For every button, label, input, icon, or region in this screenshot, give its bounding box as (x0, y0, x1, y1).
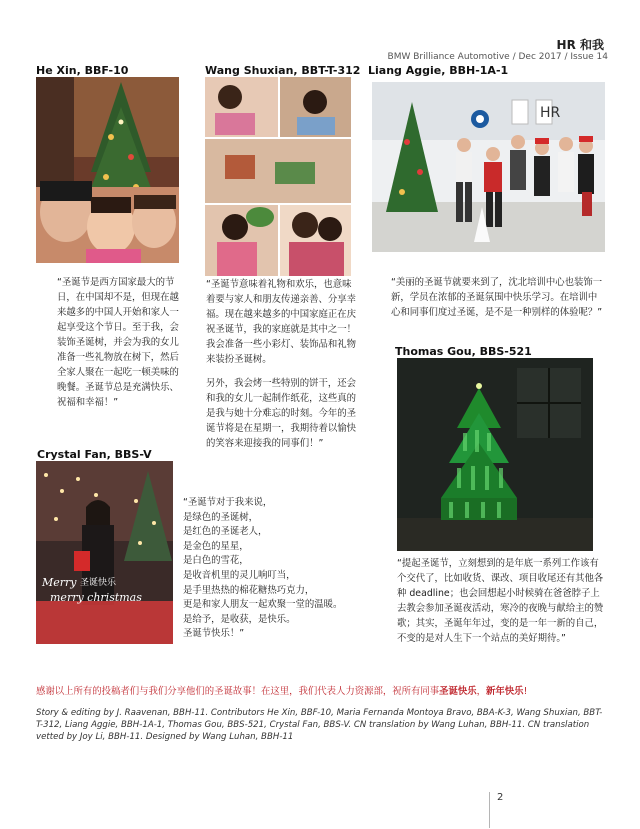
poem-line: 是绿色的圣诞树， (183, 511, 259, 523)
thanks-happy-new-year: 新年快乐 (486, 686, 524, 697)
thanks-merry-christmas: 圣诞快乐 (439, 686, 477, 697)
svg-text:HR: HR (540, 105, 561, 121)
wang-shuxian-quote-p2: 另外，我会烤一些特别的饼干，还会和我的女儿一起制作纸花，这些真的是我与她十分难忘的时刻。今年的圣诞节将是在星期一，我期待着以愉快的笑容来迎接我的同事们！” (206, 378, 357, 449)
poem-line: 是白色的雪花， (183, 555, 249, 567)
section-title: HR 和我 (556, 38, 604, 52)
poem-line: 是收音机里的灵儿响叮当， (183, 569, 296, 581)
liang-aggie-name: Liang Aggie, BBH-1A-1 (368, 64, 509, 77)
page-number: 2 (497, 792, 504, 803)
credits: Story & editing by J. Raavenan, BBH-11. Contributors He Xin, BBF-10, Maria Fernanda Montoya Bravo, BBA-K-3, Wang Shuxian, BBT-T-312, Liang Aggie, BBH-1A-1, Thomas Gou, BBS-521, Crystal Fan, BBS-V. CN translation by Wang Luhan, BBH-11. CN translation vetted by Joy Li, BBH-11. Designed by Wang Luhan, BBH-11 (36, 708, 603, 742)
wang-shuxian-quote (206, 277, 356, 460)
page-divider (489, 792, 490, 828)
he-xin-quote (57, 275, 182, 419)
wang-shuxian-name: Wang Shuxian, BBT-T-312 (205, 64, 361, 77)
he-xin-photo (36, 77, 179, 263)
svg-text:Merry: Merry (42, 576, 77, 589)
wang-shuxian-photo (205, 77, 351, 276)
poem-line: 是手里热热的棉花糖热巧克力， (183, 584, 315, 596)
thanks-part2: ， (476, 686, 487, 697)
thanks-part1: 感谢以上所有的投稿者们与我们分享他们的圣诞故事！在这里，我们代表人力资源部，祝所有同事 (36, 686, 440, 697)
he-xin-name: He Xin, BBF-10 (36, 64, 129, 77)
thanks-part3: ! (523, 686, 528, 697)
poem-line: 圣诞节快乐！” (183, 628, 245, 640)
he-xin-quote-p1: “圣诞节是西方国家最大的节日，在中国却不是，但现在越来越多的中国人开始和家人一起享受这个节日。至于我，会装饰圣诞树，并会为我的女儿准备一些礼物放在树下，然后全家人聚在一起吃一顿美味的晚餐。圣诞节总是充满快乐、祝福和幸福！” (57, 277, 179, 408)
crystal-fan-poem (183, 496, 383, 642)
issue-info: BMW Brilliance Automotive / Dec 2017 / Issue 14 (387, 52, 608, 62)
poem-line: 更是和家人朋友一起欢聚一堂的温暖。 (183, 599, 343, 611)
poem-line: 是给予，是收获，是快乐。 (183, 613, 296, 625)
thomas-gou-quote-p1: “提起圣诞节，立刻想到的是年底一系列工作该有个交代了，比如收货、课改、项目收尾还有其他各种 deadline；也会回想起小时候骑在爸爸脖子上去教会参加圣诞夜活动，寒冷的夜晚与献给主的赞歌；其实，圣诞年年过，变的是一年一新的自己，不变的是对人生下一个站点的美好期待。” (397, 558, 604, 644)
thomas-gou-quote (397, 556, 607, 655)
liang-aggie-photo (372, 82, 605, 252)
poem-line: 是金色的星星， (183, 540, 249, 552)
liang-aggie-quote (391, 275, 606, 329)
thomas-gou-photo (397, 358, 593, 551)
thanks-message (36, 683, 527, 697)
crystal-fan-name: Crystal Fan, BBS-V (37, 448, 152, 461)
poem-line: 是红色的圣诞老人， (183, 526, 268, 538)
liang-aggie-quote-p1: “美丽的圣诞节就要来到了，沈北培训中心也装饰一新，学员在浓郁的圣诞氛围中快乐学习。在培训中心和同事们度过圣诞，是不是一种别样的体验呢？” (391, 277, 603, 318)
svg-text:圣诞快乐: 圣诞快乐 (80, 578, 117, 588)
crystal-fan-photo (36, 461, 173, 644)
thomas-gou-name: Thomas Gou, BBS-521 (395, 345, 532, 358)
poem-line: “圣诞节对于我来说， (183, 497, 273, 508)
wang-shuxian-quote-p1: “圣诞节意味着礼物和欢乐，也意味着要与家人和朋友传递亲善、分享幸福。现在越来越多的中国家庭正在庆祝圣诞节，我的家庭就是其中之一！我会准备一些小彩灯、装饰品和礼物来装扮圣诞树。 (206, 279, 357, 365)
svg-text:merry christmas: merry christmas (50, 591, 142, 604)
